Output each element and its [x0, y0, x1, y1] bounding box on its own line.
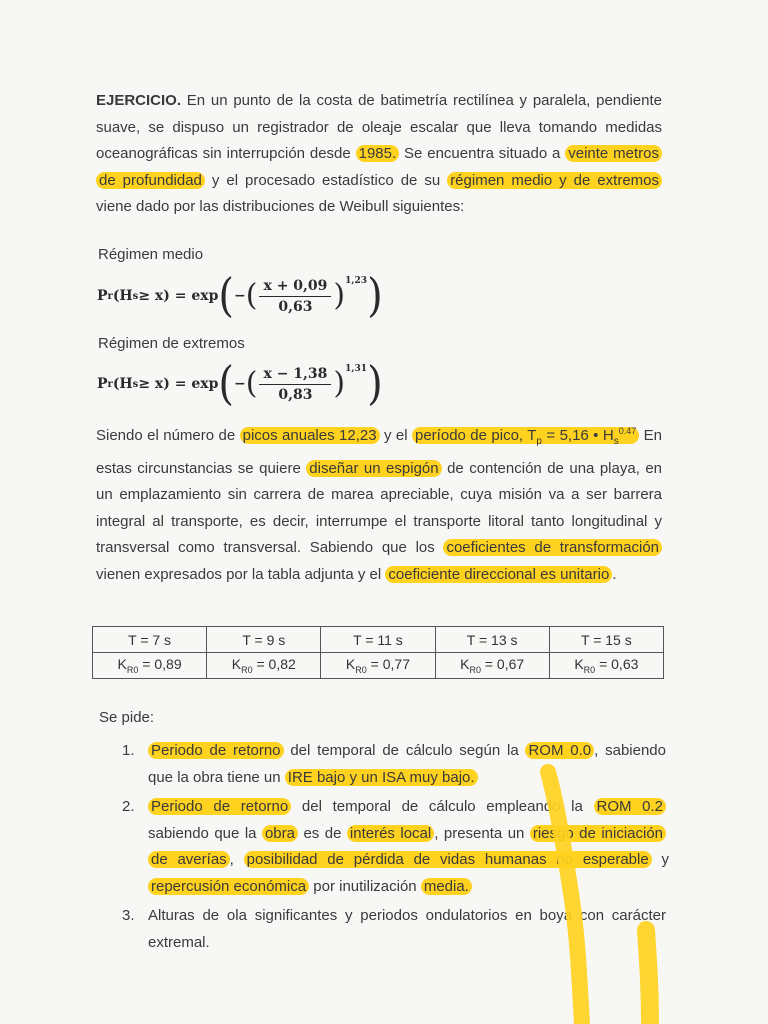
fraction-extremos: $\frac{x - 1,38}{0,83}$: [259, 366, 331, 403]
highlight-interes-local: interés local: [347, 825, 434, 842]
table-cell: T = 7 s: [93, 627, 207, 653]
table-cell: T = 9 s: [207, 627, 321, 653]
table-cell: $K_{R0} = 0,67$: [435, 653, 549, 679]
exercise-heading: EJERCICIO.: [96, 92, 182, 109]
formula-regimen-extremos: P r (H s ≥ x) = exp ( − ( $\frac{x - 1,38}{0,83}$ ) 1,31 ): [97, 357, 383, 411]
highlight-obra: obra: [262, 825, 298, 842]
highlight-periodo-retorno: Periodo de retorno: [148, 798, 291, 815]
highlight-rom-00: ROM 0.0: [525, 742, 594, 759]
table-cell: $K_{R0} = 0,77$: [321, 653, 435, 679]
highlight-coeficientes: coeficientes de transformación: [443, 539, 662, 556]
table-cell: $K_{R0} = 0,82$: [207, 653, 321, 679]
conditions-paragraph: Siendo el número de picos anuales 12,23 y el período de pico, $T_p = 5,16$ • $H_s^{0.47}$ En estas circunstancias se quiere diseñar un espigón de contención de una playa, en un emplazamiento sin carrera de marea apreciable, cuya misión va a ser barrera integral al transporte, es decir, interrumpe el transporte litoral tanto longitudinal y transversal como transversal. Sabiendo que los coeficientes de transformación vienen expresados por la tabla adjunta y el coeficiente direccional es unitario .: [96, 426, 663, 583]
list-item: 2. Periodo de retorno del temporal de cálculo empleando la ROM 0.2 sabiendo que la obra es de interés local , presenta un riesgo de iniciación de averías , posibilidad de pérdida de vidas humanas no esperable y repercusión económica por inutilización media.: [122, 798, 669, 895]
label-regimen-medio: Régimen medio: [98, 246, 204, 263]
table-cell: T = 13 s: [435, 627, 549, 653]
transformation-coefficients-table: [92, 626, 664, 679]
highlight-periodo-pico: período de pico, $T_p = 5,16$ • $H_s^{0.47}$: [412, 427, 639, 444]
highlight-depth: veinte metros de profundidad: [96, 145, 662, 189]
highlight-picos: picos anuales 12,23: [240, 427, 380, 444]
intro-paragraph: EJERCICIO. En un punto de la costa de batimetría rectilínea y paralela, pendiente suave, se dispuso un registrador de oleaje escalar que lleva tomando medidas oceanográficas sin interrupción desde 1985. Se encuentra situado a veinte metros de profundidad y el procesado estadístico de su régimen medio y de extremos viene dado por las distribuciones de Weibull siguientes:: [96, 92, 662, 215]
highlight-year: 1985.: [356, 145, 400, 162]
highlight-riesgo: riesgo de iniciación de averías: [148, 825, 666, 869]
highlight-coef-direccional: coeficiente direccional es unitario: [385, 566, 612, 583]
table-row-coefficients: [93, 653, 664, 679]
highlight-repercusion: repercusión económica: [148, 878, 309, 895]
highlight-media: media.: [421, 878, 472, 895]
list-item: 1. Periodo de retorno del temporal de cálculo según la ROM 0.0 , sabiendo que la obra tiene un IRE bajo y un ISA muy bajo.: [122, 742, 666, 786]
highlight-disenar: diseñar un espigón: [306, 460, 441, 477]
list-item: 3. Alturas de ola significantes y periodos ondulatorios en boya con carácter extremal.: [122, 907, 666, 951]
highlight-ire-isa: IRE bajo y un ISA muy bajo.: [285, 769, 478, 786]
table-cell: $K_{R0} = 0,89$: [93, 653, 207, 679]
highlight-vidas: posibilidad de pérdida de vidas humanas no esperable: [244, 851, 652, 868]
table-cell: T = 15 s: [549, 627, 663, 653]
highlight-periodo-retorno: Periodo de retorno: [148, 742, 284, 759]
fraction-medio: $\frac{x + 0,09}{0,63}$: [259, 278, 331, 315]
table-cell: T = 11 s: [321, 627, 435, 653]
table-cell: $K_{R0} = 0,63$: [549, 653, 663, 679]
formula-regimen-medio: P r (H s ≥ x) = exp ( − ( $\frac{x + 0,09}{0,63}$ ) 1,23 ): [97, 269, 383, 323]
highlight-rom-02: ROM 0.2: [594, 798, 667, 815]
label-regimen-extremos: Régimen de extremos: [98, 335, 245, 352]
questions-list: [96, 738, 669, 959]
se-pide-label: Se pide:: [99, 709, 155, 726]
table-row-periods: [93, 627, 664, 653]
highlight-regimen: régimen medio y de extremos: [447, 172, 662, 189]
